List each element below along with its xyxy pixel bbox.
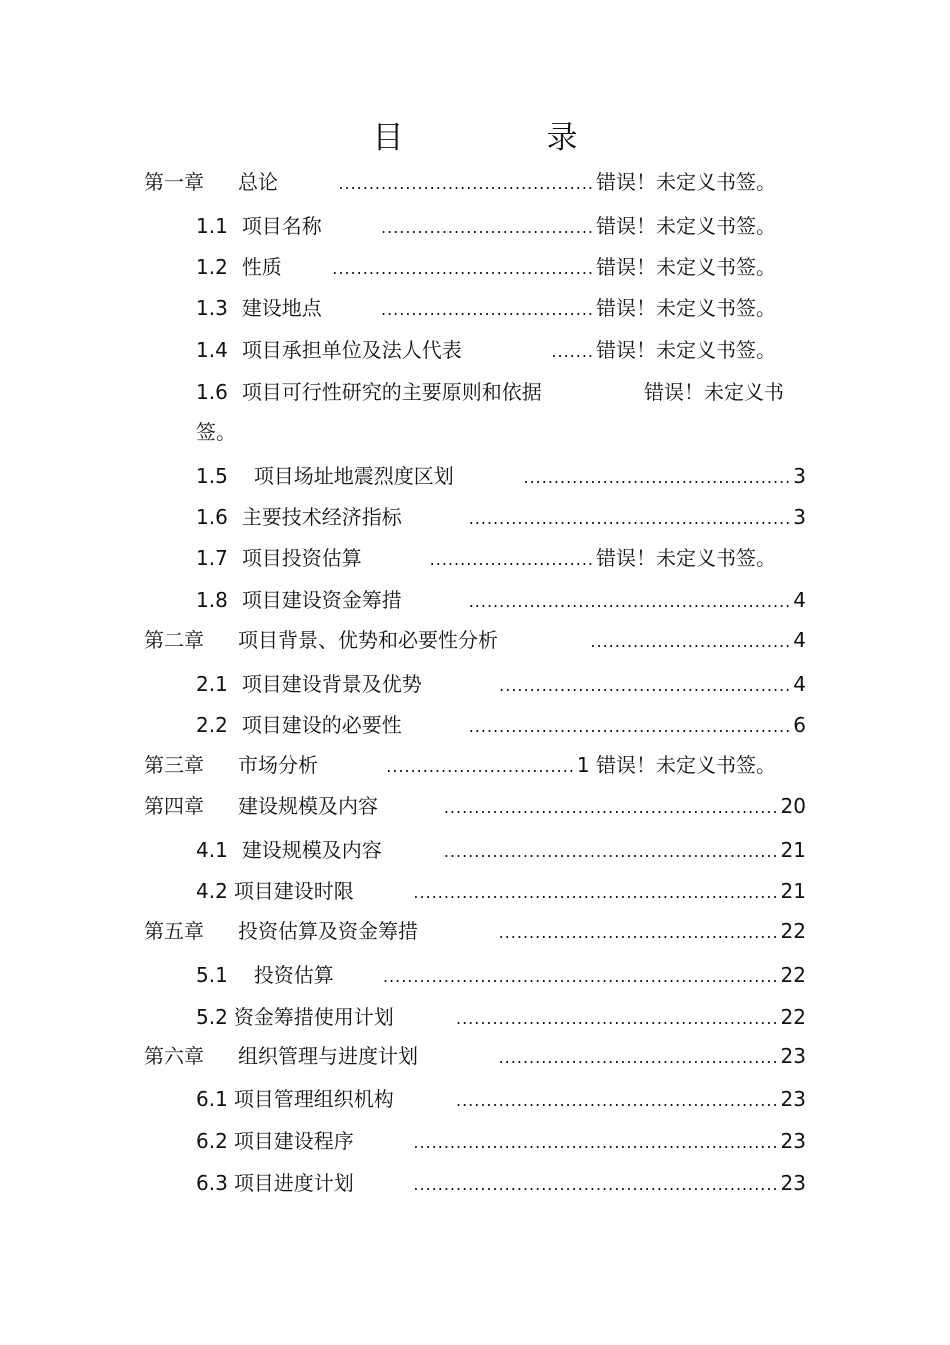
dot-leader: ..............................................	[498, 1048, 779, 1067]
entry-label: 项目进度计划	[233, 1171, 354, 1195]
entry-page: 错误！未定义书签。	[596, 338, 776, 362]
toc-entry[interactable]	[196, 876, 806, 906]
dot-leader: ...............................	[386, 757, 575, 776]
entry-page: 22	[780, 963, 806, 987]
entry-label: 项目建设时限	[233, 879, 354, 903]
entry-page: 4	[793, 628, 806, 652]
dot-leader: .....................................................	[468, 717, 792, 736]
entry-number: 2.2	[196, 713, 228, 737]
entry-page: 20	[780, 794, 806, 818]
entry-page: 23	[780, 1171, 806, 1195]
toc-entry[interactable]	[144, 625, 806, 655]
entry-label: 建设规模及内容	[241, 838, 382, 862]
toc-entry[interactable]	[196, 461, 806, 491]
entry-continuation: 签。	[196, 420, 236, 444]
entry-number: 第四章	[144, 794, 204, 818]
toc-entry[interactable]	[144, 167, 776, 197]
entry-label: 项目承担单位及法人代表	[241, 338, 462, 362]
entry-number: 1.1	[196, 214, 228, 238]
entry-number: 1.5	[196, 464, 228, 488]
dot-leader: ..........................................	[338, 174, 594, 193]
toc-entry[interactable]	[196, 669, 806, 699]
entry-number: 第五章	[144, 919, 204, 943]
dot-leader: .......................................................	[443, 798, 779, 817]
toc-entry[interactable]	[144, 791, 806, 821]
toc-entry[interactable]	[144, 750, 776, 780]
dot-leader: ...................................	[380, 300, 594, 319]
entry-label: 项目名称	[241, 214, 322, 238]
entry-page: 错误！未定义书签。	[596, 255, 776, 279]
entry-page: 22	[780, 1005, 806, 1029]
entry-label: 投资估算及资金筹措	[238, 919, 418, 943]
entry-label: 市场分析	[238, 753, 318, 777]
dot-leader: .......	[551, 342, 594, 361]
dot-leader: ............................................................	[413, 1175, 779, 1194]
entry-number: 5.1	[196, 963, 228, 987]
entry-number: 1.3	[196, 296, 228, 320]
entry-page: 3	[793, 505, 806, 529]
entry-label: 项目建设的必要性	[241, 713, 402, 737]
entry-number: 6.2	[196, 1129, 228, 1153]
dot-leader: .................................	[590, 632, 792, 651]
toc-entry[interactable]	[196, 960, 806, 990]
entry-label: 主要技术经济指标	[241, 505, 402, 529]
toc-entry[interactable]	[196, 1084, 806, 1114]
dot-leader: ............................................	[523, 468, 792, 487]
entry-number: 4.2	[196, 879, 228, 903]
entry-number: 2.1	[196, 672, 228, 696]
dot-leader: .....................................................	[455, 1009, 779, 1028]
entry-page: 21	[780, 879, 806, 903]
toc-entry[interactable]	[144, 1041, 806, 1071]
toc-entry[interactable]	[196, 835, 806, 865]
dot-leader: .................................................................	[382, 967, 779, 986]
dot-leader: .....................................................	[468, 509, 792, 528]
entry-page: 23	[780, 1129, 806, 1153]
entry-number: 1.6	[196, 505, 228, 529]
entry-page: 6	[793, 713, 806, 737]
entry-page: 4	[793, 588, 806, 612]
toc-entry[interactable]	[196, 335, 776, 365]
entry-number: 第六章	[144, 1044, 204, 1068]
entry-label: 项目可行性研究的主要原则和依据	[241, 380, 542, 404]
entry-label: 项目场址地震烈度区划	[253, 464, 454, 488]
entry-number: 6.1	[196, 1087, 228, 1111]
dot-leader: ............................................................	[413, 1133, 779, 1152]
toc-entry[interactable]	[144, 916, 806, 946]
entry-label: 项目建设背景及优势	[241, 672, 422, 696]
entry-number: 5.2	[196, 1005, 228, 1029]
entry-page: 错误！未定义书签。	[596, 296, 776, 320]
entry-page: 22	[780, 919, 806, 943]
toc-entry[interactable]	[196, 252, 776, 282]
toc-entry[interactable]	[196, 1168, 806, 1198]
entry-label: 资金筹措使用计划	[233, 1005, 394, 1029]
dot-leader: ...........................	[429, 550, 594, 569]
entry-label: 总论	[238, 170, 278, 194]
entry-page: 错误！未定义书	[644, 380, 784, 404]
entry-label: 性质	[241, 255, 282, 279]
entry-number: 1.7	[196, 546, 228, 570]
entry-label: 项目建设程序	[233, 1129, 354, 1153]
entry-label: 项目背景、优势和必要性分析	[238, 628, 498, 652]
entry-page: 错误！未定义书签。	[596, 214, 776, 238]
dot-leader: ..............................................	[498, 923, 779, 942]
toc-entry[interactable]	[196, 585, 806, 615]
dot-leader: ...................................	[380, 218, 594, 237]
toc-title: 目 录	[372, 120, 634, 156]
entry-label: 投资估算	[253, 963, 334, 987]
entry-label: 项目管理组织机构	[233, 1087, 394, 1111]
entry-page: 21	[780, 838, 806, 862]
entry-number: 1.6	[196, 380, 228, 404]
entry-number: 第二章	[144, 628, 204, 652]
toc-entry[interactable]	[196, 1126, 806, 1156]
entry-label: 组织管理与进度计划	[238, 1044, 418, 1068]
entry-label: 项目投资估算	[241, 546, 362, 570]
toc-entry[interactable]	[196, 211, 776, 241]
entry-label: 项目建设资金筹措	[241, 588, 402, 612]
toc-entry[interactable]	[196, 293, 776, 323]
entry-number: 1.8	[196, 588, 228, 612]
dot-leader: .......................................................	[443, 842, 779, 861]
entry-number: 4.1	[196, 838, 228, 862]
entry-number: 第一章	[144, 170, 204, 194]
entry-page: 3	[793, 464, 806, 488]
dot-leader: ................................................	[499, 676, 792, 695]
entry-number: 1.2	[196, 255, 228, 279]
entry-label: 建设规模及内容	[238, 794, 378, 818]
toc-entry[interactable]	[196, 1002, 806, 1032]
entry-page: 错误！未定义书签。	[596, 546, 776, 570]
toc-entry[interactable]	[196, 502, 806, 532]
entry-page: 1 错误！未定义书签。	[576, 753, 776, 777]
entry-number: 第三章	[144, 753, 204, 777]
dot-leader: ...........................................	[332, 259, 594, 278]
entry-number: 6.3	[196, 1171, 228, 1195]
toc-entry[interactable]	[196, 710, 806, 740]
toc-entry[interactable]	[196, 377, 784, 407]
dot-leader: ............................................................	[413, 883, 779, 902]
entry-label: 建设地点	[241, 296, 322, 320]
entry-page: 4	[793, 672, 806, 696]
entry-page: 23	[780, 1044, 806, 1068]
toc-entry[interactable]	[196, 543, 776, 573]
entry-number: 1.4	[196, 338, 228, 362]
dot-leader: .....................................................	[468, 592, 792, 611]
entry-page: 错误！未定义书签。	[596, 170, 776, 194]
entry-page: 23	[780, 1087, 806, 1111]
dot-leader: .....................................................	[455, 1091, 779, 1110]
